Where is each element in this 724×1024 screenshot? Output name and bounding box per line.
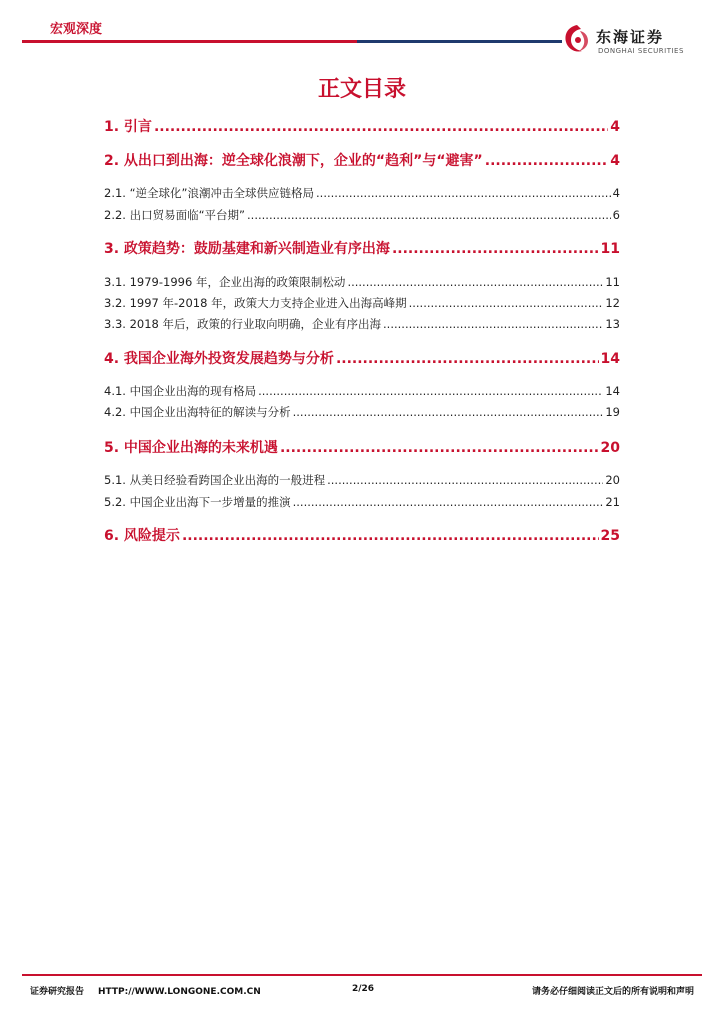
toc-entry-page: 19 <box>605 405 620 419</box>
toc-leader-dots <box>392 241 599 257</box>
toc-entry-label: 3.1. 1979-1996 年，企业出海的政策限制松动 <box>104 275 346 289</box>
disclaimer-note: 请务必仔细阅读正文后的所有说明和声明 <box>531 987 694 997</box>
toc-leader-dots <box>154 119 608 135</box>
toc-entry-4-2[interactable] <box>104 404 620 420</box>
toc-entry-label: 4.1. 中国企业出海的现有格局 <box>104 384 257 398</box>
toc-entry-label: 2. 从出口到出海：逆全球化浪潮下，企业的“趋利”与“避害” <box>104 153 483 169</box>
toc-entry-page: 6 <box>612 208 620 222</box>
toc-entry-3-2[interactable] <box>104 295 620 311</box>
toc-entry-page: 4 <box>610 153 620 169</box>
toc-leader-dots <box>409 296 604 310</box>
toc-entry-5[interactable] <box>104 437 620 457</box>
toc-entry-page: 13 <box>605 317 620 331</box>
toc-entry-page: 25 <box>600 528 620 544</box>
page-indicator: 2/26 <box>352 984 375 994</box>
toc-entry-page: 20 <box>600 440 620 456</box>
toc-leader-dots <box>293 405 604 419</box>
toc-entry-label: 5.2. 中国企业出海下一步增量的推演 <box>104 495 291 509</box>
toc-entry-page: 4 <box>610 119 620 135</box>
toc-entry-label: 3.2. 1997 年-2018 年，政策大力支持企业进入出海高峰期 <box>104 296 407 310</box>
toc-entry-2[interactable] <box>104 150 620 170</box>
toc-leader-dots <box>485 153 609 169</box>
footer-left <box>30 984 261 997</box>
toc-entry-label: 3.3. 2018 年后，政策的行业取向明确，企业有序出海 <box>104 317 382 331</box>
toc-leader-dots <box>258 384 603 398</box>
toc-leader-dots <box>293 495 604 509</box>
toc-leader-dots <box>316 186 611 200</box>
toc-leader-dots <box>336 351 599 367</box>
toc-entry-page: 11 <box>600 241 620 257</box>
toc-entry-5-1[interactable] <box>104 472 620 488</box>
toc-leader-dots <box>280 440 599 456</box>
toc-leader-dots <box>383 317 603 331</box>
toc-entry-4[interactable] <box>104 348 620 368</box>
toc-entry-label: 4. 我国企业海外投资发展趋势与分析 <box>104 351 334 367</box>
toc-entry-label: 3. 政策趋势：鼓励基建和新兴制造业有序出海 <box>104 241 390 257</box>
website-link[interactable]: HTTP://WWW.LONGONE.COM.CN <box>98 987 261 997</box>
toc-title: 正文目录 <box>317 77 406 102</box>
toc-leader-dots <box>327 473 603 487</box>
toc-entry-label: 5.1. 从美日经验看跨国企业出海的一般进程 <box>104 473 326 487</box>
header-divider <box>22 40 562 43</box>
toc-entry-page: 14 <box>600 351 620 367</box>
toc-entry-3-1[interactable] <box>104 274 620 290</box>
toc-entry-2-1[interactable] <box>104 185 620 201</box>
toc-entry-3-3[interactable] <box>104 316 620 332</box>
toc-entry-label: 2.1. “逆全球化”浪潮冲击全球供应链格局 <box>104 186 315 200</box>
toc-leader-dots <box>347 275 603 289</box>
toc-entry-page: 21 <box>605 495 620 509</box>
toc-entry-page: 4 <box>612 186 620 200</box>
footer-divider <box>22 974 702 976</box>
toc-leader-dots <box>247 208 611 222</box>
toc-entry-6[interactable] <box>104 525 620 545</box>
toc-entry-page: 14 <box>605 384 620 398</box>
toc-entry-page: 11 <box>605 275 620 289</box>
toc-entry-3[interactable] <box>104 238 620 258</box>
section-tag: 宏观深度 <box>50 22 103 37</box>
logo-text-en: DONGHAI SECURITIES <box>598 47 684 55</box>
toc-entry-label: 1. 引言 <box>104 119 152 135</box>
toc-entry-page: 20 <box>605 473 620 487</box>
toc-entry-page: 12 <box>605 296 620 310</box>
company-logo <box>560 22 710 62</box>
toc-entry-label: 6. 风险提示 <box>104 528 180 544</box>
toc-entry-5-2[interactable] <box>104 494 620 510</box>
toc-entry-label: 4.2. 中国企业出海特征的解读与分析 <box>104 405 291 419</box>
toc-entry-2-2[interactable] <box>104 207 620 223</box>
toc-entry-1[interactable] <box>104 116 620 136</box>
toc-entry-label: 2.2. 出口贸易面临“平台期” <box>104 208 246 222</box>
report-type: 证券研究报告 <box>30 987 85 997</box>
logo-mark-icon <box>560 22 594 56</box>
toc-leader-dots <box>182 528 599 544</box>
toc-entry-label: 5. 中国企业出海的未来机遇 <box>104 440 278 456</box>
toc-entry-4-1[interactable] <box>104 383 620 399</box>
logo-text-cn: 东海证券 <box>596 28 665 46</box>
